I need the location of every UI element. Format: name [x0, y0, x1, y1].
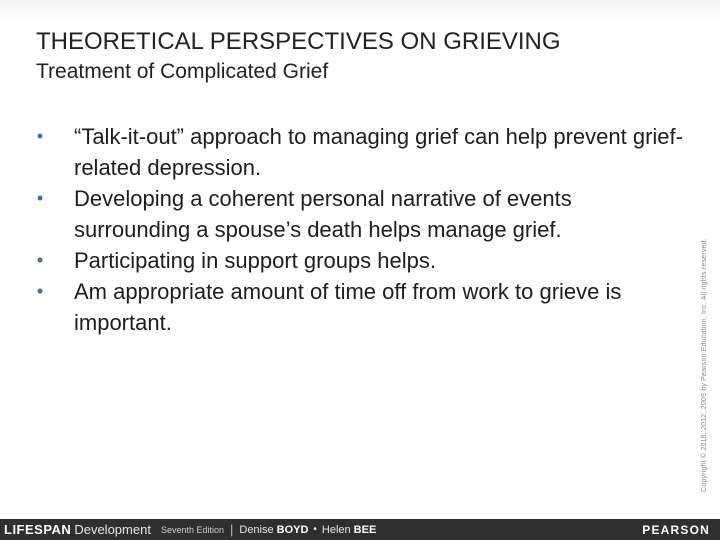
bullet-icon: •: [36, 281, 44, 301]
author-separator: •: [313, 524, 317, 535]
publisher-logo: PEARSON: [642, 522, 710, 537]
list-item: [30, 121, 690, 183]
author-first-name: Helen: [321, 523, 351, 536]
slide-header: [36, 26, 561, 86]
bullet-text: Am appropriate amount of time off from work to grieve is important.: [74, 279, 622, 335]
bullet-list: [30, 121, 690, 338]
footer-bar: [0, 519, 720, 540]
bullet-text: Developing a coherent personal narrative of events surrounding a spouse’s death helps manage grief.: [74, 186, 572, 242]
footer-separator: |: [229, 522, 234, 537]
bullet-icon: •: [36, 188, 44, 208]
copyright-notice: Copyright © 2015, 2012, 2009 by Pearson Education, Inc. All rights reserved.: [701, 238, 708, 492]
slide-subtitle: Treatment of Complicated Grief: [36, 60, 329, 83]
bullet-icon: •: [36, 250, 44, 270]
author-last-name: BEE: [353, 523, 377, 536]
top-gradient-band: [0, 0, 720, 22]
brand-name: LIFESPAN: [4, 522, 72, 537]
footer-book-info: [4, 519, 376, 540]
bullet-text: “Talk-it-out” approach to managing grief can help prevent grief-related depression.: [74, 124, 683, 180]
author-first-name: Denise: [239, 523, 274, 536]
list-item: [30, 245, 690, 276]
list-item: [30, 276, 690, 338]
bullet-icon: •: [36, 126, 44, 146]
slide-title: THEORETICAL PERSPECTIVES ON GRIEVING: [36, 28, 561, 55]
brand-subtitle: Development: [74, 522, 151, 537]
author-last-name: BOYD: [276, 523, 309, 536]
bullet-text: Participating in support groups helps.: [74, 248, 436, 273]
edition-label: Seventh Edition: [160, 524, 224, 535]
list-item: [30, 183, 690, 245]
